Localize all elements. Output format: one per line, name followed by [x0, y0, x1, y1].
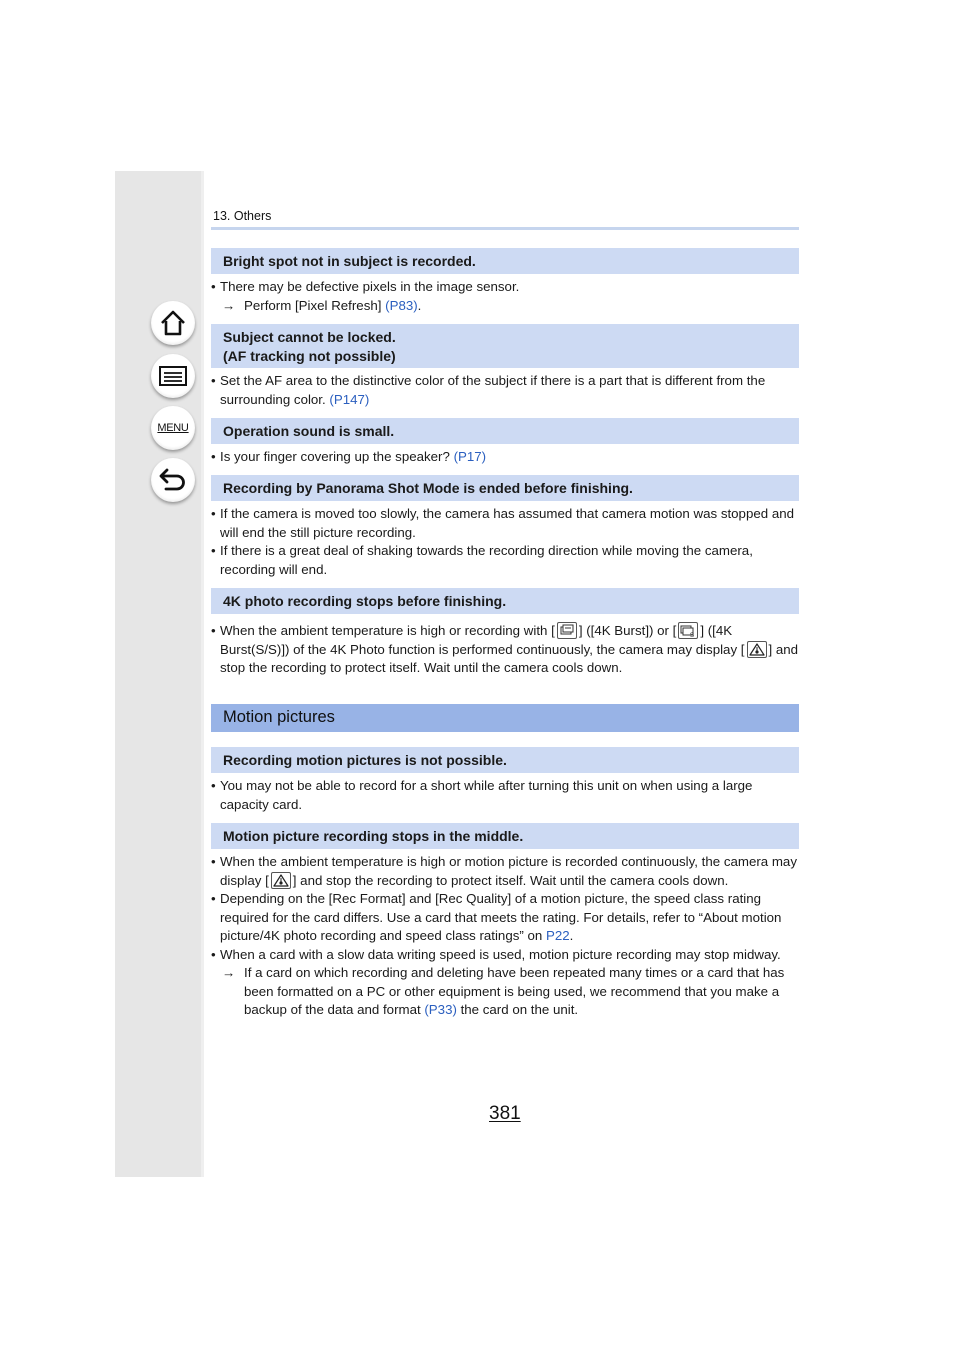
list-item-text: If there is a great deal of shaking towards the recording direction while moving the camera, recording will end.	[220, 543, 753, 577]
list-item	[211, 448, 801, 467]
temperature-warning-icon	[747, 641, 767, 658]
4k-burst-icon	[557, 622, 577, 639]
menu-label: MENU	[157, 422, 189, 434]
list-item-text: There may be defective pixels in the image sensor.	[220, 279, 520, 294]
list-item-text: ] ([4K Burst]) or [	[578, 623, 677, 638]
heading-panorama: Recording by Panorama Shot Mode is ended before finishing.	[211, 475, 799, 501]
arrow-icon: →	[222, 965, 236, 980]
list-item	[211, 278, 801, 297]
chapter-title: 13. Others	[213, 209, 272, 223]
list-item	[211, 946, 801, 965]
page-link[interactable]: (P17)	[453, 449, 487, 464]
temperature-warning-icon	[271, 872, 291, 889]
arrow-item	[211, 964, 801, 1020]
page-number: 381	[489, 1103, 521, 1124]
home-icon	[159, 309, 187, 337]
arrow-item	[211, 297, 801, 316]
contents-button[interactable]	[151, 354, 195, 398]
list-item	[211, 542, 801, 579]
arrow-item-text: the card on the unit.	[456, 1002, 579, 1017]
list-item	[211, 777, 801, 814]
back-button[interactable]	[151, 458, 195, 502]
punctuation: .	[569, 928, 574, 943]
list-item	[211, 853, 801, 890]
heading-line: Subject cannot be locked.	[223, 329, 396, 345]
list-item-text: ] and stop the recording to protect itself. Wait until the camera cools down.	[220, 641, 799, 675]
list-item-text: Set the AF area to the distinctive color of the subject if there is a part that is different from the surrounding color.	[220, 373, 766, 407]
heading-operation-sound: Operation sound is small.	[211, 418, 799, 444]
list-item-text: When the ambient temperature is high or motion picture is recorded continuously, the camera may display [	[220, 854, 797, 888]
list-item-text: ] ([4K Burst(S/S)]) of the 4K Photo function is performed continuously, the camera may display [	[220, 623, 745, 657]
heading-recording-stops: Motion picture recording stops in the middle.	[211, 823, 799, 849]
list-item	[211, 890, 801, 946]
list-item-text: Is your finger covering up the speaker?	[220, 449, 454, 464]
list-item	[211, 372, 801, 409]
heading-line: (AF tracking not possible)	[223, 348, 396, 364]
4k-burst-ss-icon	[678, 622, 698, 639]
heading-4k-photo: 4K photo recording stops before finishing.	[211, 588, 799, 614]
back-icon	[158, 466, 188, 494]
home-button[interactable]	[151, 301, 195, 345]
list-item-text: You may not be able to record for a short while after turning this unit on when using a large capacity card.	[220, 778, 753, 812]
list-item-text: When the ambient temperature is high or recording with [	[220, 623, 555, 638]
page-link[interactable]: (P83)	[385, 297, 418, 313]
page-link[interactable]: (P33)	[424, 1002, 457, 1017]
section-recording-stops	[211, 853, 801, 1020]
section-4k-photo	[211, 622, 801, 678]
menu-button[interactable]	[151, 406, 195, 450]
arrow-item-text: Perform [Pixel Refresh]	[244, 297, 386, 313]
section-operation-sound	[211, 448, 801, 467]
list-item-text: If the camera is moved too slowly, the camera has assumed that camera motion was stopped and will end the still picture recording.	[220, 506, 795, 540]
list-item-text: ] and stop the recording to protect itself. Wait until the camera cools down.	[292, 872, 729, 888]
section-bright-spot	[211, 278, 801, 315]
section-title-motion-pictures: Motion pictures	[211, 704, 799, 732]
section-recording-not-possible	[211, 777, 801, 814]
section-subject-locked	[211, 372, 801, 409]
arrow-item-text: If a card on which recording and deleting have been repeated many times or a card that has been formatted on a PC or other equipment is being used, we recommend that you make a backup of the data and format	[244, 965, 785, 1017]
heading-recording-not-possible: Recording motion pictures is not possible.	[211, 747, 799, 773]
svg-text:S: S	[690, 633, 695, 638]
chapter-divider	[211, 227, 799, 230]
heading-bright-spot: Bright spot not in subject is recorded.	[211, 248, 799, 274]
page-link[interactable]: (P147)	[329, 391, 370, 407]
list-icon	[158, 364, 188, 388]
list-item-text: When a card with a slow data writing speed is used, motion picture recording may stop midway.	[220, 946, 781, 962]
heading-subject-locked	[211, 324, 799, 368]
sidebar-edge	[201, 171, 204, 1177]
punctuation: .	[417, 297, 422, 313]
arrow-icon: →	[222, 297, 236, 313]
section-panorama	[211, 505, 801, 579]
list-item	[211, 505, 801, 542]
page-link[interactable]: P22	[545, 928, 570, 943]
list-item-text: Depending on the [Rec Format] and [Rec Quality] of a motion picture, the speed class rating required for the card differs. Use a card that meets the rating. For details, refer to “About motion picture/4K photo recording and speed class ratings” on	[220, 891, 782, 943]
list-item	[211, 622, 801, 678]
